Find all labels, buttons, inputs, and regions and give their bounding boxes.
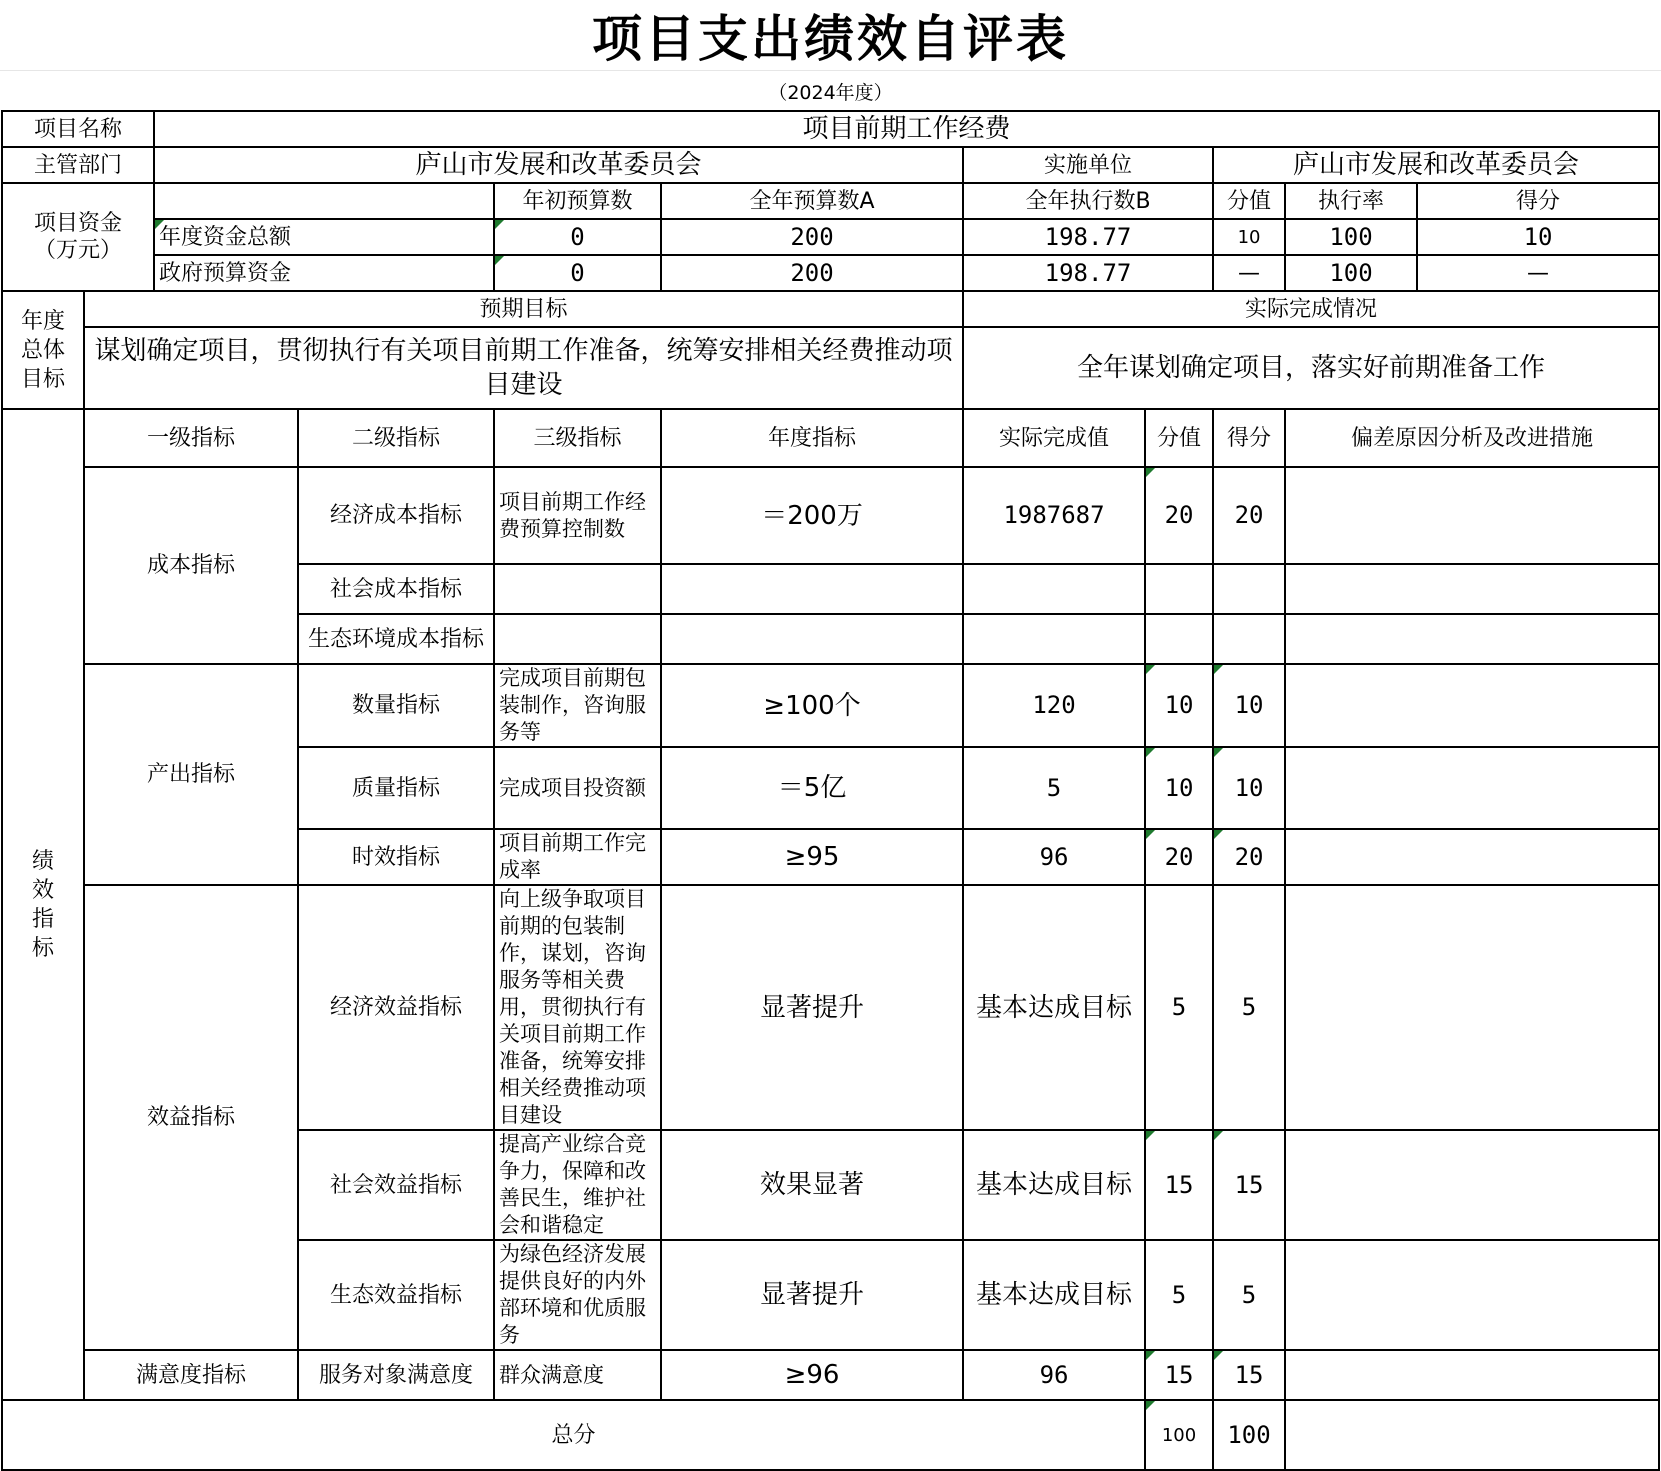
level2-cell: 时效指标 bbox=[298, 829, 494, 885]
performance-label-char: 标 bbox=[31, 935, 54, 961]
level3-cell bbox=[494, 614, 661, 664]
funds-header-executed: 全年执行数B bbox=[963, 183, 1213, 219]
implementing-unit-label: 实施单位 bbox=[963, 147, 1213, 183]
actual-value-cell bbox=[963, 614, 1145, 664]
level2-cell: 数量指标 bbox=[298, 664, 494, 747]
funds-row bbox=[2, 219, 1659, 255]
score-value-cell: 15 bbox=[1145, 1130, 1213, 1240]
annual-target-cell: ＝200万 bbox=[661, 467, 963, 564]
level3-cell: 项目前期工作经费预算控制数 bbox=[494, 467, 661, 564]
score-header: 得分 bbox=[1213, 409, 1285, 467]
funds-header-blank bbox=[154, 183, 494, 219]
performance-label-char: 绩 bbox=[31, 848, 54, 874]
actual-completion-text: 全年谋划确定项目，落实好前期准备工作 bbox=[963, 327, 1659, 409]
performance-label-char: 指 bbox=[31, 906, 54, 932]
score-cell: 15 bbox=[1213, 1350, 1285, 1400]
funds-header-initial: 年初预算数 bbox=[494, 183, 661, 219]
actual-value-cell bbox=[963, 564, 1145, 614]
score-cell: 5 bbox=[1213, 1240, 1285, 1350]
deviation-cell bbox=[1285, 1350, 1659, 1400]
funds-row bbox=[2, 255, 1659, 291]
implementing-unit-value: 庐山市发展和改革委员会 bbox=[1213, 147, 1659, 183]
department-value: 庐山市发展和改革委员会 bbox=[154, 147, 963, 183]
goals-label bbox=[2, 291, 84, 409]
funds-label-line1: 项目资金 bbox=[34, 211, 123, 236]
score-value-cell: 20 bbox=[1145, 829, 1213, 885]
form-title: 项目支出绩效自评表 bbox=[0, 0, 1661, 71]
actual-value-cell: 1987687 bbox=[963, 467, 1145, 564]
score-cell: 15 bbox=[1213, 1130, 1285, 1240]
level3-cell bbox=[494, 564, 661, 614]
performance-indicators-label bbox=[2, 409, 84, 1400]
level3-header: 三级指标 bbox=[494, 409, 661, 467]
funds-row-score-value: — bbox=[1213, 255, 1285, 291]
level3-cell: 项目前期工作完成率 bbox=[494, 829, 661, 885]
total-deviation-cell bbox=[1285, 1400, 1659, 1470]
total-row bbox=[2, 1400, 1659, 1470]
funds-header-score: 得分 bbox=[1417, 183, 1659, 219]
score-value-cell: 10 bbox=[1145, 747, 1213, 829]
deviation-cell bbox=[1285, 614, 1659, 664]
annual-target-cell: 效果显著 bbox=[661, 1130, 963, 1240]
funds-row-annual: 200 bbox=[661, 255, 963, 291]
level2-cell: 质量指标 bbox=[298, 747, 494, 829]
score-value-cell bbox=[1145, 564, 1213, 614]
deviation-cell bbox=[1285, 747, 1659, 829]
score-value-cell: 5 bbox=[1145, 1240, 1213, 1350]
deviation-cell bbox=[1285, 1130, 1659, 1240]
annual-target-cell bbox=[661, 564, 963, 614]
score-value-cell bbox=[1145, 614, 1213, 664]
level2-cell: 服务对象满意度 bbox=[298, 1350, 494, 1400]
performance-label-char: 效 bbox=[31, 877, 54, 903]
actual-completion-header: 实际完成情况 bbox=[963, 291, 1659, 327]
score-cell bbox=[1213, 564, 1285, 614]
actual-value-cell: 120 bbox=[963, 664, 1145, 747]
goals-header-row bbox=[2, 291, 1659, 327]
indicator-row bbox=[2, 1350, 1659, 1400]
project-name-value: 项目前期工作经费 bbox=[154, 111, 1659, 147]
goals-label-line: 总体 bbox=[20, 337, 65, 363]
indicator-row bbox=[2, 664, 1659, 747]
funds-row-annual: 200 bbox=[661, 219, 963, 255]
funds-label-line2: （万元） bbox=[34, 238, 123, 263]
deviation-cell bbox=[1285, 467, 1659, 564]
annual-target-cell: 显著提升 bbox=[661, 885, 963, 1130]
funds-header-row bbox=[2, 183, 1659, 219]
funds-row-executed: 198.77 bbox=[963, 219, 1213, 255]
form-subtitle-year: （2024年度） bbox=[768, 82, 893, 104]
indicator-row bbox=[2, 885, 1659, 1130]
goals-label-line: 年度 bbox=[20, 308, 65, 334]
score-value-header: 分值 bbox=[1145, 409, 1213, 467]
actual-value-cell: 96 bbox=[963, 829, 1145, 885]
level2-cell: 生态环境成本指标 bbox=[298, 614, 494, 664]
funds-row-label: 年度资金总额 bbox=[154, 219, 494, 255]
deviation-cell bbox=[1285, 829, 1659, 885]
score-value-cell: 15 bbox=[1145, 1350, 1213, 1400]
funds-row-rate: 100 bbox=[1285, 255, 1417, 291]
indicator-row bbox=[2, 467, 1659, 564]
department-label: 主管部门 bbox=[2, 147, 154, 183]
total-score: 100 bbox=[1213, 1400, 1285, 1470]
goals-content-row bbox=[2, 327, 1659, 409]
annual-target-header: 年度指标 bbox=[661, 409, 963, 467]
actual-value-cell: 基本达成目标 bbox=[963, 1240, 1145, 1350]
level3-cell: 完成项目前期包装制作，咨询服务等 bbox=[494, 664, 661, 747]
actual-value-cell: 5 bbox=[963, 747, 1145, 829]
annual-target-cell: 显著提升 bbox=[661, 1240, 963, 1350]
funds-header-score-value: 分值 bbox=[1213, 183, 1285, 219]
actual-value-header: 实际完成值 bbox=[963, 409, 1145, 467]
score-cell: 5 bbox=[1213, 885, 1285, 1130]
score-value-cell: 10 bbox=[1145, 664, 1213, 747]
project-name-label: 项目名称 bbox=[2, 111, 154, 147]
score-cell: 20 bbox=[1213, 467, 1285, 564]
level3-cell: 提高产业综合竞争力，保障和改善民生，维护社会和谐稳定 bbox=[494, 1130, 661, 1240]
score-cell: 10 bbox=[1213, 664, 1285, 747]
level2-cell: 生态效益指标 bbox=[298, 1240, 494, 1350]
funds-header-annual: 全年预算数A bbox=[661, 183, 963, 219]
funds-header-rate: 执行率 bbox=[1285, 183, 1417, 219]
performance-table bbox=[1, 110, 1660, 1471]
annual-target-cell: ≥100个 bbox=[661, 664, 963, 747]
deviation-header: 偏差原因分析及改进措施 bbox=[1285, 409, 1659, 467]
deviation-cell bbox=[1285, 564, 1659, 614]
annual-target-cell bbox=[661, 614, 963, 664]
funds-label bbox=[2, 183, 154, 291]
total-score-value: 100 bbox=[1145, 1400, 1213, 1470]
funds-row-score-value: 10 bbox=[1213, 219, 1285, 255]
score-cell: 10 bbox=[1213, 747, 1285, 829]
funds-row-initial: 0 bbox=[494, 219, 661, 255]
level2-cell: 经济成本指标 bbox=[298, 467, 494, 564]
deviation-cell bbox=[1285, 1240, 1659, 1350]
funds-row-label: 政府预算资金 bbox=[154, 255, 494, 291]
group-cost: 成本指标 bbox=[84, 467, 298, 664]
actual-value-cell: 基本达成目标 bbox=[963, 885, 1145, 1130]
project-name-row bbox=[2, 111, 1659, 147]
level3-cell: 完成项目投资额 bbox=[494, 747, 661, 829]
score-cell bbox=[1213, 614, 1285, 664]
level2-cell: 经济效益指标 bbox=[298, 885, 494, 1130]
actual-value-cell: 96 bbox=[963, 1350, 1145, 1400]
funds-row-executed: 198.77 bbox=[963, 255, 1213, 291]
funds-row-score: 10 bbox=[1417, 219, 1659, 255]
level3-cell: 为绿色经济发展提供良好的内外部环境和优质服务 bbox=[494, 1240, 661, 1350]
expected-goal-header: 预期目标 bbox=[84, 291, 963, 327]
group-benefit: 效益指标 bbox=[84, 885, 298, 1350]
level3-cell: 群众满意度 bbox=[494, 1350, 661, 1400]
annual-target-cell: ≥95 bbox=[661, 829, 963, 885]
score-cell: 20 bbox=[1213, 829, 1285, 885]
department-row bbox=[2, 147, 1659, 183]
group-output: 产出指标 bbox=[84, 664, 298, 885]
level1-header: 一级指标 bbox=[84, 409, 298, 467]
actual-value-cell: 基本达成目标 bbox=[963, 1130, 1145, 1240]
group-satisfaction: 满意度指标 bbox=[84, 1350, 298, 1400]
deviation-cell bbox=[1285, 664, 1659, 747]
funds-row-initial: 0 bbox=[494, 255, 661, 291]
level2-cell: 社会效益指标 bbox=[298, 1130, 494, 1240]
expected-goal-text: 谋划确定项目，贯彻执行有关项目前期工作准备，统筹安排相关经费推动项目建设 bbox=[84, 327, 963, 409]
goals-label-line: 目标 bbox=[20, 366, 65, 392]
score-value-cell: 20 bbox=[1145, 467, 1213, 564]
annual-target-cell: ≥96 bbox=[661, 1350, 963, 1400]
funds-row-rate: 100 bbox=[1285, 219, 1417, 255]
total-label: 总分 bbox=[2, 1400, 1145, 1470]
level2-cell: 社会成本指标 bbox=[298, 564, 494, 614]
level2-header: 二级指标 bbox=[298, 409, 494, 467]
deviation-cell bbox=[1285, 885, 1659, 1130]
indicator-header-row bbox=[2, 409, 1659, 467]
annual-target-cell: ＝5亿 bbox=[661, 747, 963, 829]
funds-row-score: — bbox=[1417, 255, 1659, 291]
level3-cell: 向上级争取项目前期的包装制作，谋划，咨询服务等相关费用，贯彻执行有关项目前期工作准备，统筹安排相关经费推动项目建设 bbox=[494, 885, 661, 1130]
score-value-cell: 5 bbox=[1145, 885, 1213, 1130]
